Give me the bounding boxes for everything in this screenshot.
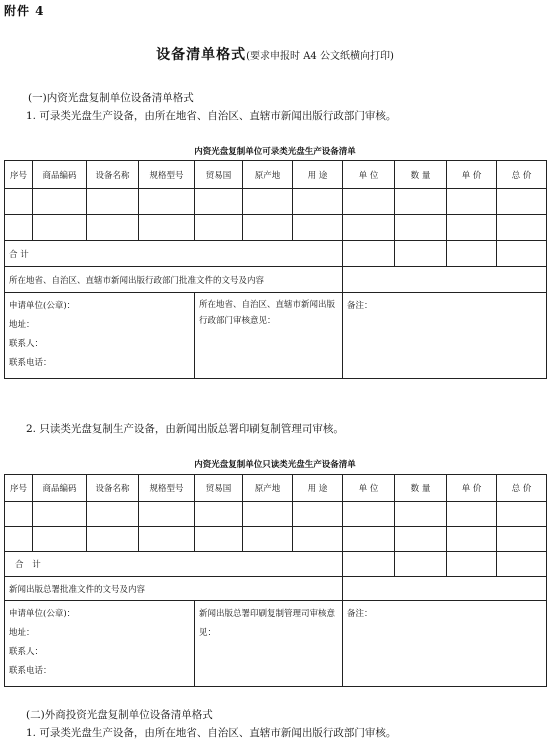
- table2: [4, 474, 547, 687]
- applicant-block: [5, 601, 195, 687]
- table-row: [5, 527, 547, 552]
- col-header: 原产地: [243, 161, 293, 189]
- col-header: 数 量: [395, 475, 447, 502]
- applicant-line: 地址：: [9, 320, 35, 330]
- col-header: 数 量: [395, 161, 447, 189]
- col-header: 规格型号: [139, 475, 195, 502]
- review-opinion: 新闻出版总署印刷复制管理司审核意见：: [195, 601, 343, 687]
- applicant-line: 联系人：: [9, 647, 44, 657]
- applicant-block: [5, 293, 195, 379]
- approval-doc-row: [5, 267, 547, 293]
- table1-caption: 内资光盘复制单位可录类光盘生产设备清单: [194, 147, 356, 157]
- total-label: 合 计: [5, 241, 343, 267]
- signature-row: [5, 601, 547, 687]
- col-header: 规格型号: [139, 161, 195, 189]
- section1-item2: 2. 只读类光盘复制生产设备，由新闻出版总署印刷复制管理司审核。: [26, 423, 344, 435]
- col-header: 单 价: [447, 161, 497, 189]
- page-title-block: [0, 44, 550, 64]
- section2-heading: (二)外商投资光盘复制单位设备清单格式: [26, 709, 213, 721]
- applicant-line: 联系电话：: [9, 666, 52, 676]
- col-header: 设备名称: [87, 475, 139, 502]
- total-row: [5, 241, 547, 267]
- col-header: 单 价: [447, 475, 497, 502]
- page-title-note: (要求申报时 A4 公文纸横向打印): [246, 51, 394, 62]
- attachment-label: 附件 4: [4, 4, 45, 18]
- section2-item1: 1. 可录类光盘生产设备，由所在地省、自治区、直辖市新闻出版行政部门审核。: [26, 727, 397, 739]
- remarks: 备注：: [343, 293, 547, 379]
- applicant-line: 地址：: [9, 628, 35, 638]
- col-header: 单 位: [343, 161, 395, 189]
- col-header: 原产地: [243, 475, 293, 502]
- applicant-line: 申请单位(公章)：: [9, 301, 76, 311]
- approval-doc-label: 新闻出版总署批准文件的文号及内容: [5, 577, 343, 601]
- col-header: 设备名称: [87, 161, 139, 189]
- applicant-line: 联系人：: [9, 339, 44, 349]
- col-header: 单 位: [343, 475, 395, 502]
- table2-header-row: [5, 475, 547, 502]
- applicant-line: 申请单位(公章)：: [9, 609, 76, 619]
- table1: [4, 160, 547, 379]
- col-header: 序号: [5, 475, 33, 502]
- col-header: 用 途: [293, 161, 343, 189]
- col-header: 总 价: [497, 475, 547, 502]
- review-opinion: 所在地省、自治区、直辖市新闻出版行政部门审核意见：: [195, 293, 343, 379]
- table-row: [5, 189, 547, 215]
- table2-caption: 内资光盘复制单位只读类光盘生产设备清单: [194, 460, 356, 470]
- signature-row: [5, 293, 547, 379]
- col-header: 贸易国: [195, 475, 243, 502]
- approval-doc-row: [5, 577, 547, 601]
- table1-header-row: [5, 161, 547, 189]
- page-title: 设备清单格式: [156, 47, 247, 63]
- applicant-line: 联系电话：: [9, 358, 52, 368]
- total-row: [5, 552, 547, 577]
- remarks: 备注：: [343, 601, 547, 687]
- col-header: 用 途: [293, 475, 343, 502]
- col-header: 商品编码: [33, 161, 87, 189]
- approval-doc-label: 所在地省、自治区、直辖市新闻出版行政部门批准文件的文号及内容: [5, 267, 343, 293]
- table-row: [5, 502, 547, 527]
- section1-heading: (一)内资光盘复制单位设备清单格式: [28, 92, 194, 104]
- col-header: 贸易国: [195, 161, 243, 189]
- col-header: 商品编码: [33, 475, 87, 502]
- col-header: 总 价: [497, 161, 547, 189]
- section1-item1: 1. 可录类光盘生产设备，由所在地省、自治区、直辖市新闻出版行政部门审核。: [26, 110, 397, 122]
- total-label: 合 计: [5, 552, 343, 577]
- col-header: 序号: [5, 161, 33, 189]
- table-row: [5, 215, 547, 241]
